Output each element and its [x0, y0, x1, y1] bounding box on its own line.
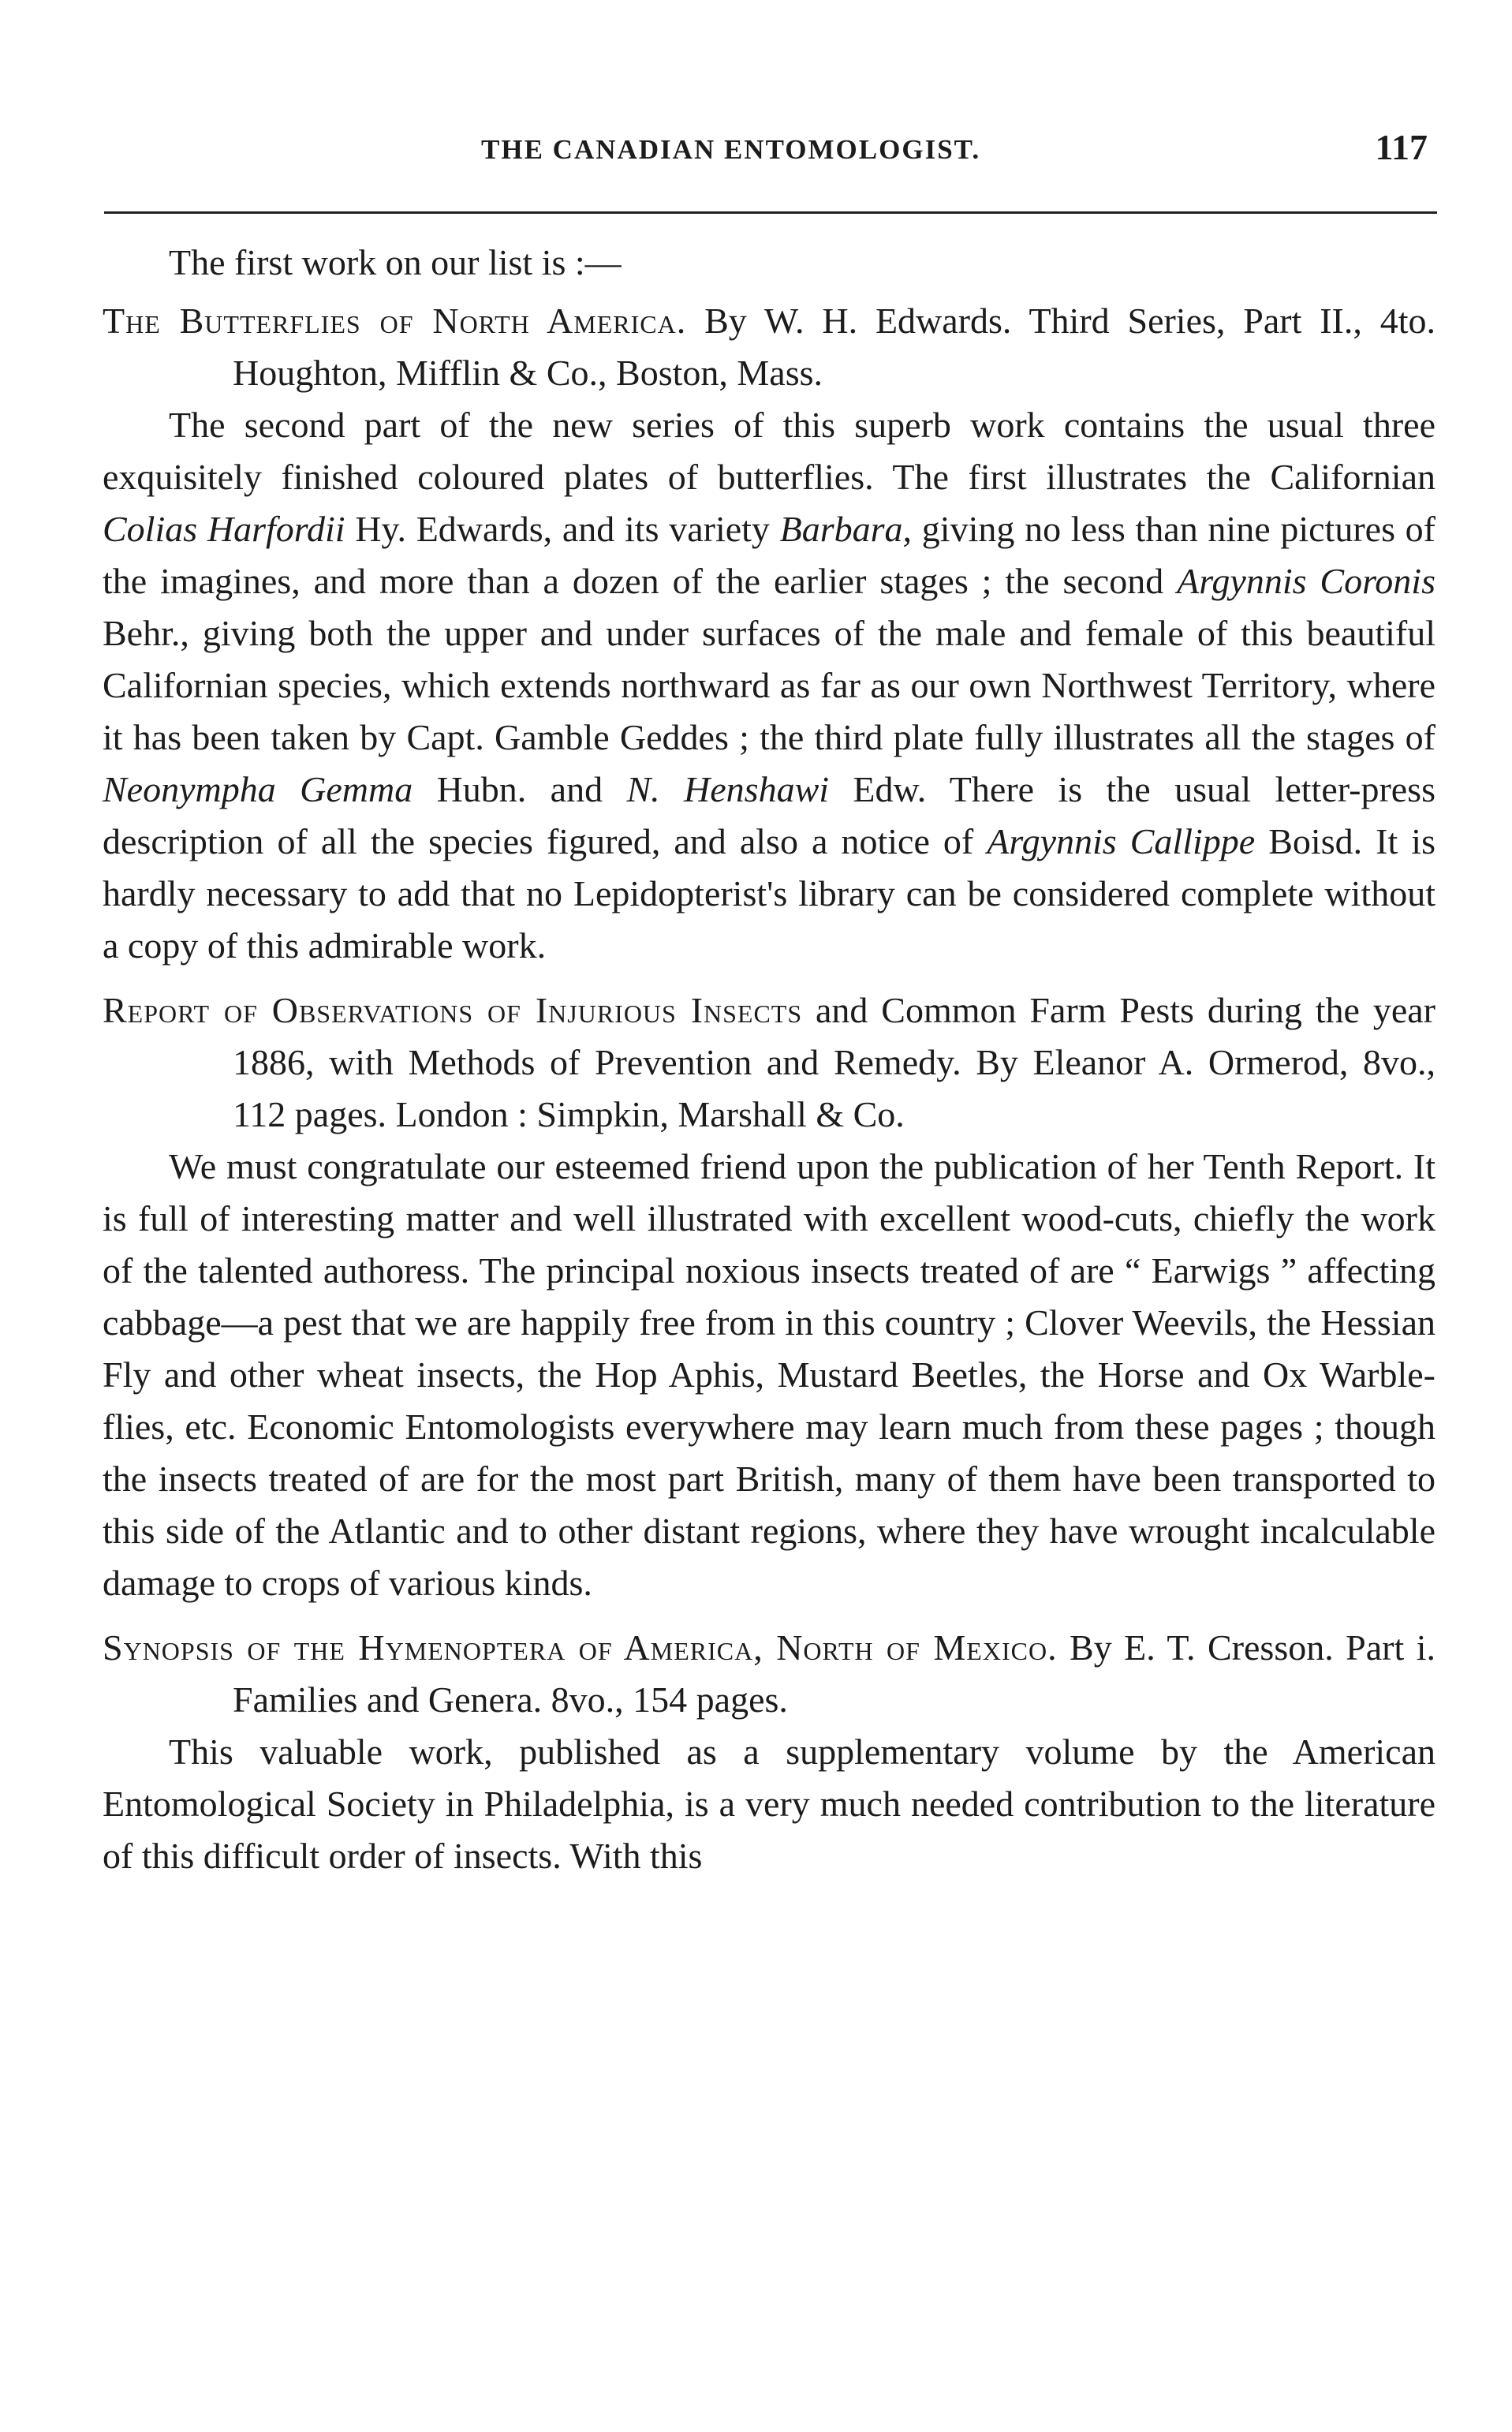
review-2-title: Report of Observations of Injurious Insects — [103, 990, 803, 1030]
review-2-body: We must congratulate our esteemed friend upon the publication of her Tenth Report. It is full of interesting matter and well illustrated with excellent wood-cuts, chiefly the work of the talented authoress. The principal noxious insects treated of are “ Earwigs ” affecting cabbage—a pest that we are happily free from in this country ; Clover Weevils, the Hessian Fly and other wheat insects, the Hop Aphis, Mustard Beetles, the Horse and Ox Warble-flies, etc. Economic Entomologists everywhere may learn much from these pages ; though the insects treated of are for the most part British, many of them have been transported to this side of the Atlantic and to other distant regions, where they have wrought incalculable damage to crops of various kinds. — [103, 1146, 1435, 1603]
taxon-barbara: Barbara, — [779, 509, 913, 549]
review-1-heading — [103, 295, 1435, 399]
review-1-text-a: The second part of the new series of this superb work contains the usual three exquisitely finished coloured plates of butterflies. The first illustrates the Californian — [103, 405, 1435, 497]
review-2-citation: and Common Farm Pests during the year 1886, with Methods of Prevention and Remedy. By Eleanor A. Ormerod, 8vo., 112 pages. London : Simpkin, Marshall & Co. — [233, 990, 1435, 1134]
intro-line: The first work on our list is :— — [169, 242, 622, 282]
review-3-citation: By E. T. Cresson. Part i. Families and Genera. 8vo., 154 pages. — [233, 1627, 1436, 1720]
running-head — [103, 126, 1435, 174]
review-3-title: Synopsis of the Hymenoptera of America, North of Mexico. — [103, 1627, 1058, 1668]
review-1-text-c: Hy. Edwards, and its variety — [345, 509, 780, 549]
review-1-text-k: Edw. There is the usual letter-press description of all the species figured, and also a notice of — [103, 769, 1435, 861]
taxon-n-henshawi: N. Henshawi — [626, 769, 830, 809]
article-body — [103, 237, 1435, 1882]
review-2-heading — [103, 984, 1435, 1141]
review-1-text-m: Boisd. It is hardly necessary to add that no Lepidopterist's library can be considered complete without a copy of this admirable work. — [103, 821, 1435, 966]
running-title: THE CANADIAN ENTOMOLOGIST. — [481, 134, 981, 165]
review-1-title: The Butterflies of North America. — [103, 301, 687, 341]
review-1-text-i: Hubn. and — [413, 769, 627, 809]
review-1-citation: By W. H. Edwards. Third Series, Part II., 4to. Houghton, Mifflin & Co., Boston, Mass. — [233, 301, 1435, 393]
header-rule — [104, 211, 1437, 214]
review-1-body — [103, 399, 1435, 972]
page-number: 117 — [1375, 127, 1428, 167]
taxon-colias-harfordii: Colias Harfordii — [103, 509, 345, 549]
review-3-body: This valuable work, published as a supplementary volume by the American Entomological Society in Philadelphia, is a very much needed contribution to the literature of this difficult order of insects. With this — [103, 1732, 1435, 1876]
review-1-text-e: giving no less than nine pictures of the imagines, and more than a dozen of the earlier stages ; the second — [103, 509, 1436, 601]
taxon-argynnis-coronis: Argynnis Coronis — [1177, 561, 1435, 601]
taxon-argynnis-callippe: Argynnis Callippe — [987, 821, 1256, 861]
review-1-text-g: Behr., giving both the upper and under surfaces of the male and female of this beautiful Californian species, which extends northward as far as our own Northwest Territory, where it has been taken by Capt. Gamble Geddes ; the third plate fully illustrates all the stages of — [103, 613, 1435, 757]
taxon-neonympha-gemma: Neonympha Gemma — [103, 769, 413, 809]
review-3-heading — [103, 1622, 1435, 1726]
